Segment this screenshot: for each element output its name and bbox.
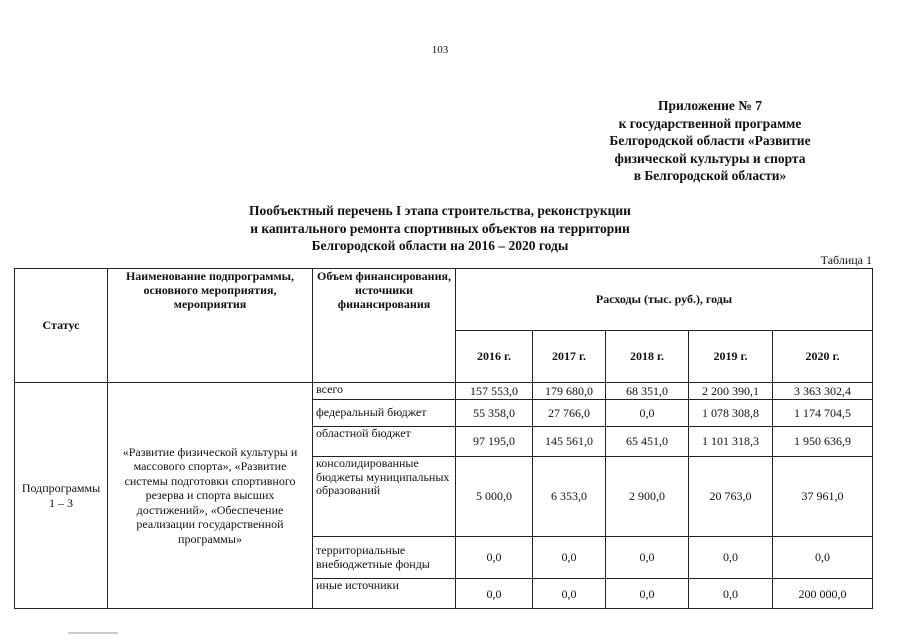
value-cell: 37 961,0: [773, 457, 873, 537]
value-cell: 1 101 318,3: [689, 427, 773, 457]
scan-artifact: [68, 632, 118, 634]
header-expenses: Расходы (тыс. руб.), годы: [456, 269, 873, 331]
value-cell: 157 553,0: [456, 383, 533, 400]
value-cell: 55 358,0: [456, 400, 533, 427]
value-cell: 5 000,0: [456, 457, 533, 537]
value-cell: 27 766,0: [533, 400, 606, 427]
value-cell: 0,0: [773, 537, 873, 579]
value-cell: 97 195,0: [456, 427, 533, 457]
header-status: Статус: [15, 269, 108, 383]
value-cell: 1 950 636,9: [773, 427, 873, 457]
header-year: 2018 г.: [606, 331, 689, 383]
document-title: [190, 202, 690, 255]
value-cell: 0,0: [606, 400, 689, 427]
source-cell: федеральный бюджет: [313, 400, 456, 427]
header-year: 2019 г.: [689, 331, 773, 383]
value-cell: 0,0: [456, 579, 533, 609]
page-number: 103: [431, 44, 449, 56]
title-line: Белгородской области на 2016 – 2020 годы: [311, 238, 569, 253]
funding-table: [14, 268, 873, 609]
appendix-line: физической культуры и спорта: [614, 150, 806, 166]
title-line: Пообъектный перечень I этапа строительства, реконструкции: [249, 203, 631, 218]
source-cell: всего: [313, 383, 456, 400]
value-cell: 200 000,0: [773, 579, 873, 609]
header-name: Наименование подпрограммы, основного мероприятия, мероприятия: [108, 269, 313, 383]
source-cell: территориальные внебюджетные фонды: [313, 537, 456, 579]
status-cell: Подпрограммы 1 – 3: [15, 383, 108, 609]
source-cell: иные источники: [313, 579, 456, 609]
value-cell: 145 561,0: [533, 427, 606, 457]
value-cell: 0,0: [533, 579, 606, 609]
appendix-line: в Белгородской области»: [633, 168, 787, 183]
header-year: 2017 г.: [533, 331, 606, 383]
source-cell: консолидированные бюджеты муниципальных образований: [313, 457, 456, 537]
appendix-line: Приложение № 7: [658, 98, 762, 113]
description-cell: «Развитие физической культуры и массового спорта», «Развитие системы подготовки спортивного резерва и спорта высших достижений», «Обеспечение реализации государственной программы»: [108, 383, 313, 609]
value-cell: 0,0: [689, 537, 773, 579]
value-cell: 0,0: [606, 579, 689, 609]
header-row: [15, 269, 873, 331]
value-cell: 20 763,0: [689, 457, 773, 537]
title-line: и капитального ремонта спортивных объектов на территории: [250, 220, 630, 236]
value-cell: 68 351,0: [606, 383, 689, 400]
value-cell: 0,0: [533, 537, 606, 579]
source-cell: областной бюджет: [313, 427, 456, 457]
value-cell: 2 200 390,1: [689, 383, 773, 400]
value-cell: 0,0: [606, 537, 689, 579]
header-year: 2016 г.: [456, 331, 533, 383]
appendix-line: Белгородской области «Развитие: [609, 133, 811, 148]
value-cell: 3 363 302,4: [773, 383, 873, 400]
value-cell: 1 078 308,8: [689, 400, 773, 427]
header-year: 2020 г.: [773, 331, 873, 383]
value-cell: 0,0: [456, 537, 533, 579]
header-volume: Объем финансирования, источники финансирования: [313, 269, 456, 383]
value-cell: 179 680,0: [533, 383, 606, 400]
value-cell: 6 353,0: [533, 457, 606, 537]
value-cell: 0,0: [689, 579, 773, 609]
value-cell: 2 900,0: [606, 457, 689, 537]
appendix-heading: [560, 97, 860, 185]
table-row: [15, 383, 873, 400]
value-cell: 65 451,0: [606, 427, 689, 457]
value-cell: 1 174 704,5: [773, 400, 873, 427]
appendix-line: к государственной программе: [618, 115, 802, 131]
table-label: Таблица 1: [820, 253, 872, 267]
